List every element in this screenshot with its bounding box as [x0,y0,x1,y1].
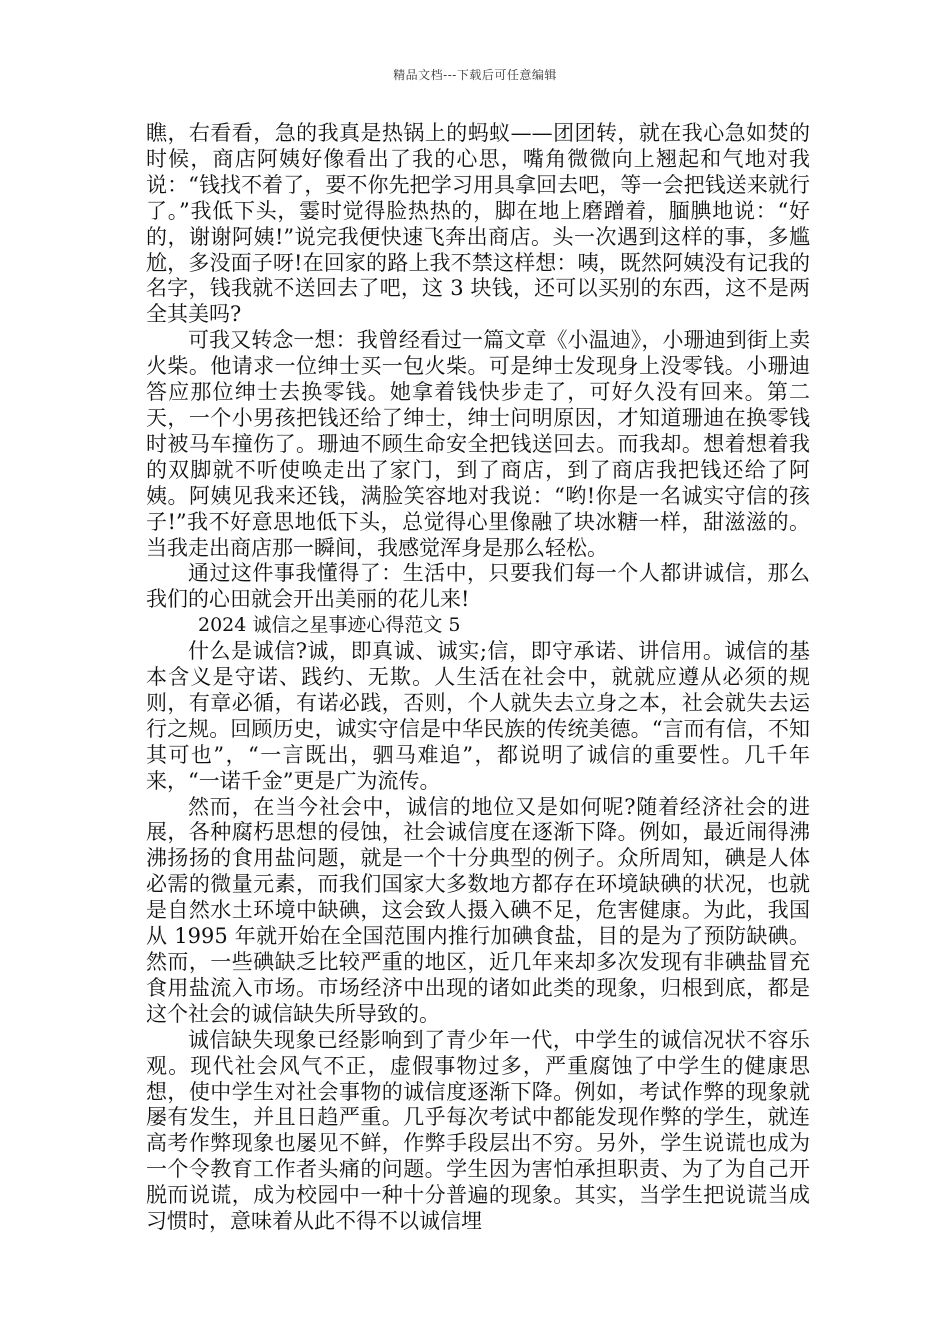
paragraph: 诚信缺失现象已经影响到了青少年一代，中学生的诚信况状不容乐观。现代社会风气不正，虚假事物过多，严重腐蚀了中学生的健康思想，使中学生对社会事物的诚信度逐渐下降。例如，考试作弊的现象就屡有发生，并且日趋严重。几乎每次考试中都能发现作弊的学生，就连高考作弊现象也屡见不鲜，作弊手段层出不穷。另外，学生说谎也成为一个令教育工作者头痛的问题。学生因为害怕承担职责、为了为自己开脱而说谎，成为校园中一种十分普遍的现象。其实，当学生把说谎当成习惯时，意味着从此不得不以诚信埋 [146,1027,810,1234]
paragraph: 然而，在当今社会中，诚信的地位又是如何呢?随着经济社会的进展，各种腐朽思想的侵蚀，社会诚信度在逐渐下降。例如，最近闹得沸沸扬扬的食用盐问题，就是一个十分典型的例子。众所周知，碘是人体必需的微量元素，而我们国家大多数地方都存在环境缺碘的状况，也就是自然水土环境中缺碘，这会致人摄入碘不足，危害健康。为此，我国从 1995 年就开始在全国范围内推行加碘食盐，目的是为了预防缺碘。然而，一些碘缺乏比较严重的地区，近几年来却多次发现有非碘盐冒充食用盐流入市场。市场经济中出现的诸如此类的现象，归根到底，都是这个社会的诚信缺失所导致的。 [146,794,810,1026]
paragraph: 瞧，右看看，急的我真是热锅上的蚂蚁——团团转，就在我心急如焚的时候，商店阿姨好像看出了我的心思，嘴角微微向上翘起和气地对我说：“钱找不着了，要不你先把学习用具拿回去吧，等一会把钱送来就行了。”我低下头，霎时觉得脸热热的，脚在地上磨蹭着，腼腆地说：“好的，谢谢阿姨!”说完我便快速飞奔出商店。头一次遇到这样的事，多尴尬，多没面子呀!在回家的路上我不禁这样想：咦，既然阿姨没有记我的名字，钱我就不送回去了吧，这 3 块钱，还可以买别的东西，这不是两全其美吗? [146,121,810,327]
section-title: 2024 诚信之星事迹心得范文 5 [198,614,461,637]
paragraph: 通过这件事我懂得了：生活中，只要我们每一个人都讲诚信，那么我们的心田就会开出美丽的花儿来! [146,561,810,612]
paragraph: 可我又转念一想：我曾经看过一篇文章《小温迪》，小珊迪到街上卖火柴。他请求一位绅士买一包火柴。可是绅士发现身上没零钱。小珊迪答应那位绅士去换零钱。她拿着钱快步走了，可好久没有回来。第二天，一个小男孩把钱还给了绅士，绅士问明原因，才知道珊迪在换零钱时被马车撞伤了。珊迪不顾生命安全把钱送回去。而我却。想着想着我的双脚就不听使唤走出了家门，到了商店，到了商店我把钱还给了阿姨。阿姨见我来还钱，满脸笑容地对我说：“哟!你是一名诚实守信的孩子!”我不好意思地低下头，总觉得心里像融了块冰糖一样，甜滋滋的。当我走出商店那一瞬间，我感觉浑身是那么轻松。 [146,328,810,560]
document-body [146,121,810,1235]
paragraph: 什么是诚信?诚，即真诚、诚实;信，即守承诺、讲信用。诚信的基本含义是守诺、践约、无欺。人生活在社会中，就就应遵从必须的规则，有章必循，有诺必践，否则，个人就失去立身之本，社会就失去运行之规。回顾历史，诚实守信是中华民族的传统美德。“言而有信，不知其可也”，“一言既出，驷马难追”，都说明了诚信的重要性。几千年来，“一诺千金”更是广为流传。 [146,639,810,793]
page-header: 精品文档---下载后可任意编辑 [393,68,557,82]
